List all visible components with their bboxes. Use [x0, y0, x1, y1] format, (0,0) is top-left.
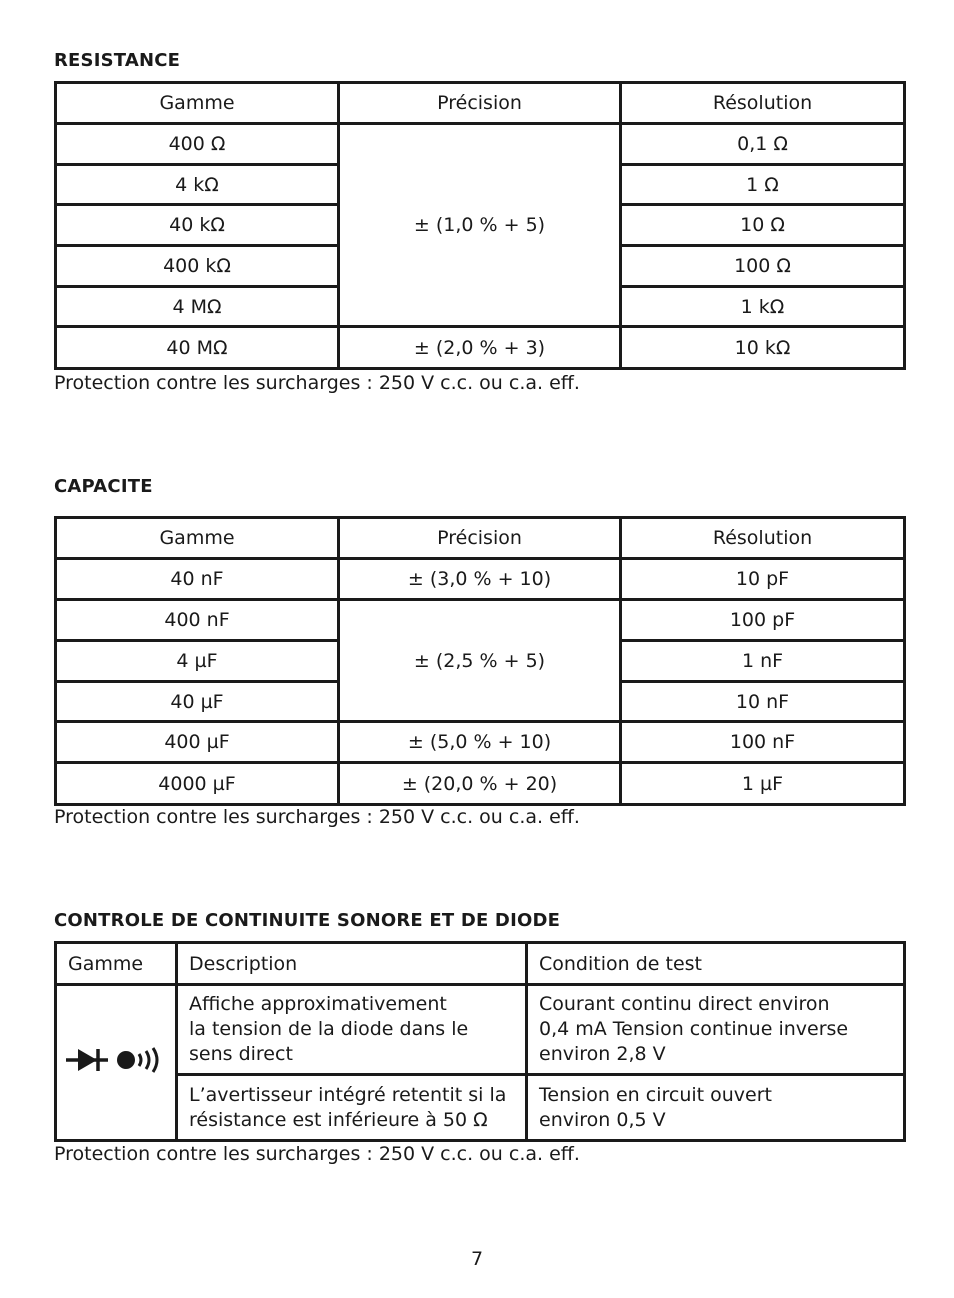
header-accuracy: Précision	[339, 83, 621, 124]
resolution-cell: 10 pF	[621, 559, 905, 600]
capacitance-note: Protection contre les surcharges : 250 V c.c. ou c.a. eff.	[54, 806, 580, 828]
range-cell: 40 MΩ	[56, 327, 339, 369]
range-cell: 4 µF	[56, 641, 339, 682]
range-cell: 400 nF	[56, 600, 339, 641]
header-range: Gamme	[56, 943, 177, 985]
resistance-note: Protection contre les surcharges : 250 V c.c. ou c.a. eff.	[54, 372, 580, 394]
accuracy-cell: ± (20,0 % + 20)	[339, 763, 621, 805]
range-cell: 4 MΩ	[56, 287, 339, 327]
continuity-table	[54, 941, 906, 1142]
table-row	[56, 559, 905, 600]
capacitance-heading: CAPACITE	[54, 476, 153, 497]
buzzer-icon	[117, 1048, 157, 1072]
resolution-cell: 10 nF	[621, 682, 905, 722]
condition-cell	[527, 985, 905, 1075]
range-cell: 400 kΩ	[56, 246, 339, 287]
description-cell	[177, 985, 527, 1075]
accuracy-cell: ± (2,5 % + 5)	[339, 600, 621, 722]
description-cell	[177, 1075, 527, 1141]
resolution-cell: 100 Ω	[621, 246, 905, 287]
page-number: 7	[470, 1248, 484, 1270]
diode-icon	[66, 1049, 108, 1071]
table-row	[56, 763, 905, 805]
description-line: sens direct	[189, 1043, 293, 1065]
continuity-note: Protection contre les surcharges : 250 V c.c. ou c.a. eff.	[54, 1143, 580, 1165]
resolution-cell: 1 kΩ	[621, 287, 905, 327]
resolution-cell: 1 nF	[621, 641, 905, 682]
capacitance-table	[54, 516, 906, 806]
header-condition: Condition de test	[527, 943, 905, 985]
header-range: Gamme	[56, 83, 339, 124]
resistance-heading: RESISTANCE	[54, 50, 181, 71]
condition-line: Tension en circuit ouvert	[539, 1083, 773, 1106]
range-cell: 400 µF	[56, 722, 339, 763]
range-cell: 400 Ω	[56, 124, 339, 165]
resolution-cell: 1 Ω	[621, 165, 905, 205]
description-line: Affiche approximativement	[189, 993, 447, 1015]
accuracy-cell: ± (5,0 % + 10)	[339, 722, 621, 763]
continuity-heading: CONTROLE DE CONTINUITE SONORE ET DE DIODE	[54, 910, 561, 931]
range-cell: 40 nF	[56, 559, 339, 600]
header-description: Description	[177, 943, 527, 985]
table-row	[56, 1075, 905, 1141]
description-line: L’avertisseur intégré retentit si la	[189, 1083, 507, 1106]
resistance-table	[54, 81, 906, 370]
table-row	[56, 600, 905, 641]
range-cell: 4 kΩ	[56, 165, 339, 205]
resolution-cell: 0,1 Ω	[621, 124, 905, 165]
condition-line: 0,4 mA Tension continue inverse	[539, 1018, 849, 1040]
table-row	[56, 985, 905, 1075]
accuracy-cell: ± (1,0 % + 5)	[339, 124, 621, 327]
resolution-cell: 100 nF	[621, 722, 905, 763]
condition-line: Courant continu direct environ	[539, 993, 830, 1015]
table-header-row	[56, 943, 905, 985]
range-symbol-cell	[56, 985, 177, 1141]
condition-line: environ 2,8 V	[539, 1043, 666, 1065]
resolution-cell: 10 kΩ	[621, 327, 905, 369]
header-range: Gamme	[56, 518, 339, 559]
description-line: la tension de la diode dans le	[189, 1018, 469, 1040]
accuracy-cell: ± (3,0 % + 10)	[339, 559, 621, 600]
range-cell: 40 µF	[56, 682, 339, 722]
table-header-row	[56, 518, 905, 559]
table-header-row	[56, 83, 905, 124]
resolution-cell: 10 Ω	[621, 205, 905, 246]
resolution-cell: 100 pF	[621, 600, 905, 641]
description-line: résistance est inférieure à 50 Ω	[189, 1108, 488, 1131]
header-accuracy: Précision	[339, 518, 621, 559]
header-resolution: Résolution	[621, 518, 905, 559]
condition-cell	[527, 1075, 905, 1141]
table-row	[56, 722, 905, 763]
header-resolution: Résolution	[621, 83, 905, 124]
table-row	[56, 327, 905, 369]
resolution-cell: 1 µF	[621, 763, 905, 805]
condition-line: environ 0,5 V	[539, 1108, 666, 1131]
accuracy-cell: ± (2,0 % + 3)	[339, 327, 621, 369]
range-cell: 40 kΩ	[56, 205, 339, 246]
table-row	[56, 124, 905, 165]
range-cell: 4000 µF	[56, 763, 339, 805]
diode-buzzer-symbol	[64, 1046, 168, 1074]
